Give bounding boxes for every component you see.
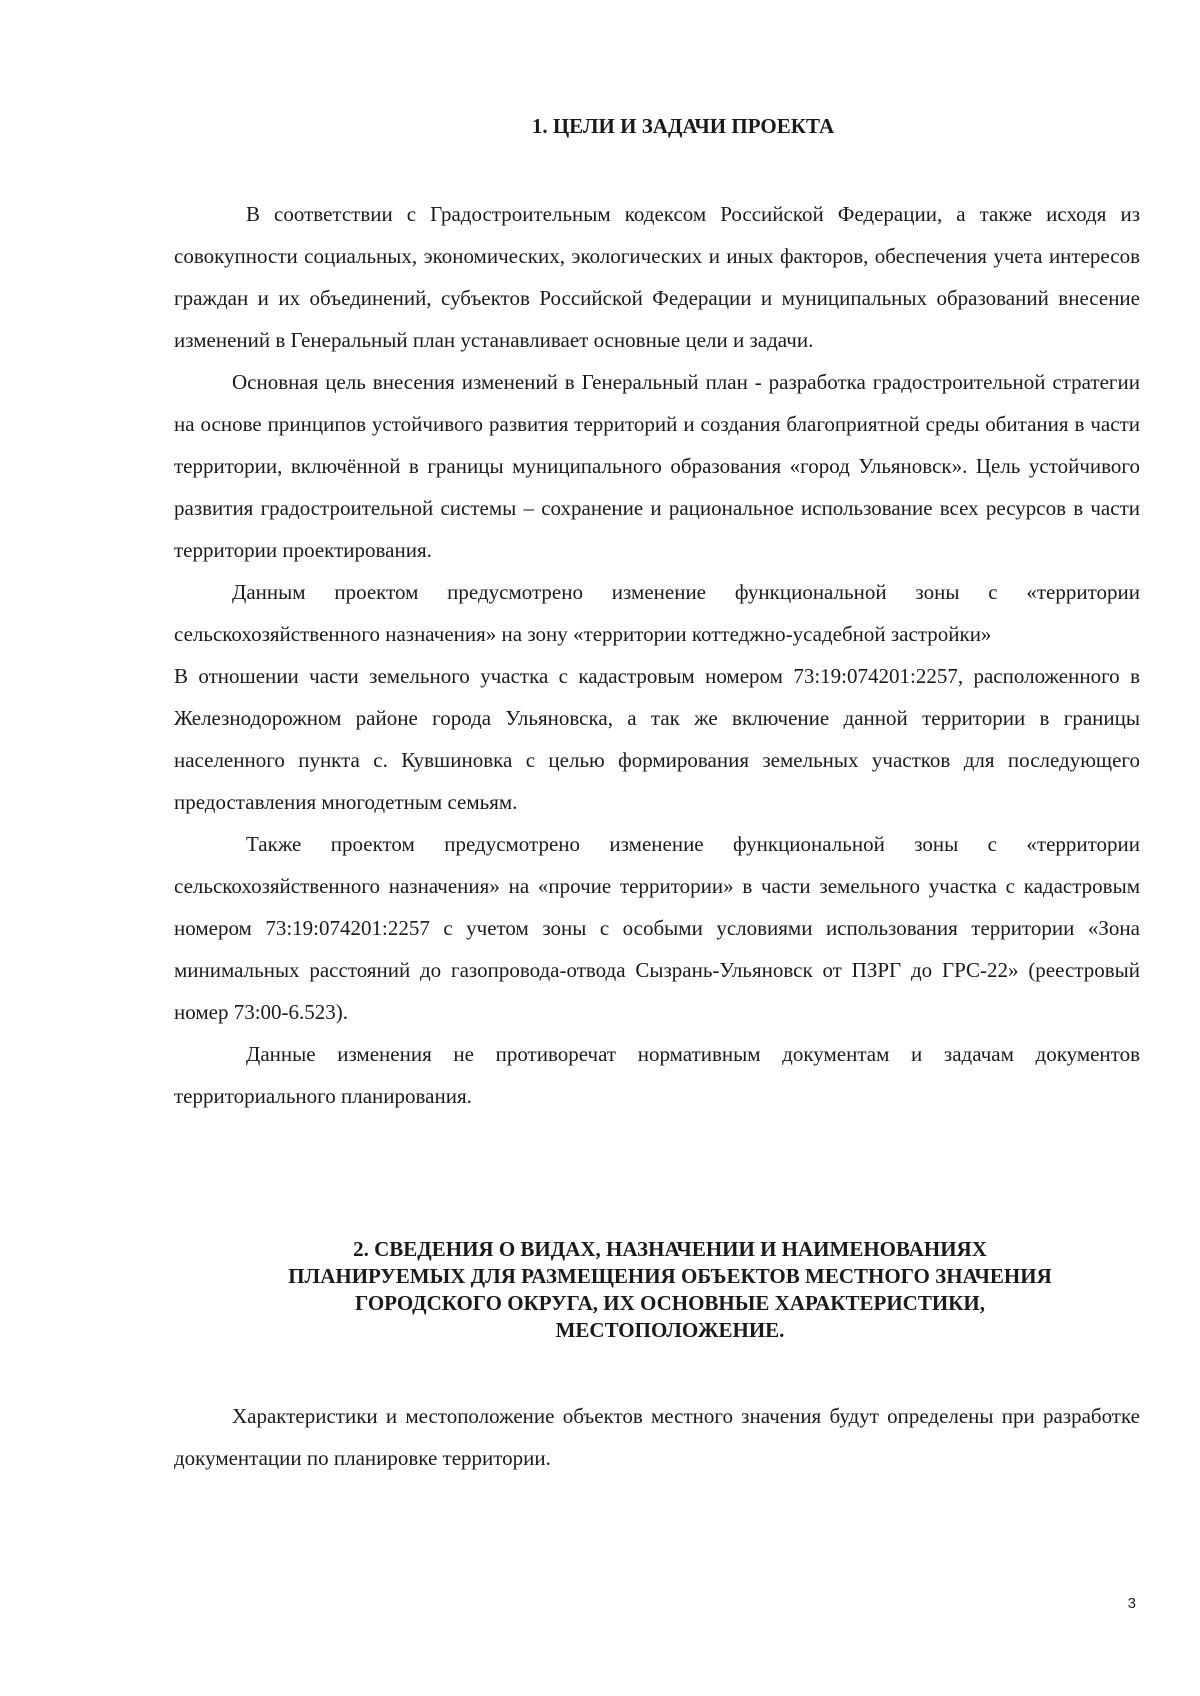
section-2-title-line-4: МЕСТОПОЛОЖЕНИЕ. [555, 1318, 785, 1342]
section-1-body [174, 193, 1140, 1117]
paragraph-2: Основная цель внесения изменений в Генеральный план - разработка градостроительной стратегии на основе принципов устойчивого развития территорий и создания благоприятной среды обитания в части территории, включённой в границы муниципального образования «город Ульяновск». Цель устойчивого развития градостроительной системы – сохранение и рациональное использование всех ресурсов в части территории проектирования. [174, 370, 1140, 562]
paragraph-4: В отношении части земельного участка с кадастровым номером 73:19:074201:2257, расположенного в Железнодорожном районе города Ульяновска, а так же включение данной территории в границы населенного пункта с. Кувшиновка с целью формирования земельных участков для последующего предоставления многодетным семьям. [174, 664, 1140, 814]
section-1-title: 1. ЦЕЛИ И ЗАДАЧИ ПРОЕКТА [531, 114, 835, 138]
section-2-title [200, 1236, 1140, 1344]
section-2-title-line-2: ПЛАНИРУЕМЫХ ДЛЯ РАЗМЕЩЕНИЯ ОБЪЕКТОВ МЕСТНОГО ЗНАЧЕНИЯ [288, 1264, 1052, 1288]
paragraph-6: Данные изменения не противоречат нормативным документам и задачам документов территориального планирования. [174, 1042, 1140, 1108]
section-2-title-line-3: ГОРОДСКОГО ОКРУГА, ИХ ОСНОВНЫЕ ХАРАКТЕРИСТИКИ, [354, 1291, 985, 1315]
section-2-body [174, 1395, 1140, 1479]
section-2-title-line-1: 2. СВЕДЕНИЯ О ВИДАХ, НАЗНАЧЕНИИ И НАИМЕНОВАНИЯХ [353, 1237, 987, 1261]
page-number: 3 [1127, 1595, 1136, 1612]
paragraph-3: Данным проектом предусмотрено изменение функциональной зоны с «территории сельскохозяйственного назначения» на зону «территории коттеджно-усадебной застройки» [174, 580, 1140, 646]
paragraph-1: В соответствии с Градостроительным кодексом Российской Федерации, а также исходя из совокупности социальных, экономических, экологических и иных факторов, обеспечения учета интересов граждан и их объединений, субъектов Российской Федерации и муниципальных образований внесение изменений в Генеральный план устанавливает основные цели и задачи. [174, 202, 1140, 352]
paragraph-7: Характеристики и местоположение объектов местного значения будут определены при разработке документации по планировке территории. [174, 1404, 1140, 1470]
paragraph-5: Также проектом предусмотрено изменение функциональной зоны с «территории сельскохозяйственного назначения» на «прочие территории» в части земельного участка с кадастровым номером 73:19:074201:2257 с учетом зоны с особыми условиями использования территории «Зона минимальных расстояний до газопровода-отвода Сызрань-Ульяновск от ПЗРГ до ГРС-22» (реестровый номер 73:00-6.523). [174, 832, 1140, 1024]
